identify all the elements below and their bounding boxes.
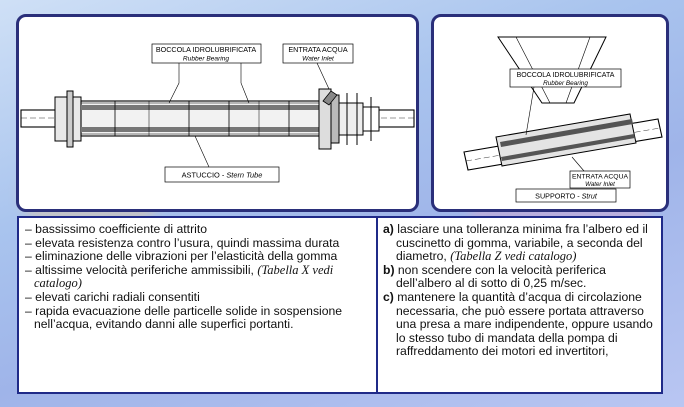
features-list (19, 218, 376, 332)
feature-item: – altissime velocità periferiche ammissibili, (Tabella X vedi catalogo) (25, 262, 334, 291)
feature-item: – bassissimo coefficiente di attrito (25, 222, 207, 236)
stern-tube-drawing (19, 17, 416, 209)
strut-diagram-panel (431, 14, 669, 212)
catalog-reference: (Tabella Z vedi catalogo) (450, 249, 577, 264)
strut-water-label: ENTRATA ACQUA (571, 173, 629, 181)
requirements-box (377, 216, 663, 394)
requirements-list (378, 218, 661, 359)
water-inlet-sublabel: Water Inlet (302, 55, 334, 63)
feature-item: – elevati carichi radiali consentiti (25, 289, 200, 304)
stern-tube-diagram-panel (16, 14, 419, 212)
feature-item: – elevata resistenza contro l’usura, quindi massima durata (25, 235, 340, 250)
catalog-reference: (Tabella X vedi catalogo) (34, 262, 334, 291)
strut-bearing-sublabel: Rubber Bearing (543, 80, 588, 87)
strut-bearing-label: BOCCOLA IDROLUBRIFICATA (516, 72, 615, 79)
feature-item: – eliminazione delle vibrazioni per l’elasticità della gomma (25, 249, 338, 264)
bearing-label: BOCCOLA IDROLUBRIFICATA (155, 45, 257, 54)
strut-label: SUPPORTO - Strut (535, 191, 597, 201)
strut-drawing (434, 17, 666, 209)
feature-item: – rapida evacuazione delle particelle solide in sospensione nell’acqua, evitando danni alle superfici portanti. (25, 303, 343, 332)
requirement-item: a) lasciare una tolleranza minima fra l’albero ed il cuscinetto di gomma, variabile, a seconda del diametro, (Tabella Z vedi catalogo) (383, 222, 648, 264)
water-inlet-label: ENTRATA ACQUA (288, 45, 348, 54)
bearing-sublabel: Rubber Bearing (182, 55, 230, 63)
strut-water-sublabel: Water Inlet (585, 181, 615, 188)
stern-tube-label: ASTUCCIO - Stern Tube (181, 170, 263, 180)
requirement-item: c) mantenere la quantità d’acqua di circolazione necessaria, che può essere portata attraverso una presa a mare indipendente, oppure usando lo stesso tubo di mandata della pompa di raffreddamento dei motori ed invertitori, (383, 289, 653, 359)
features-box (17, 216, 377, 394)
requirement-item: b) non scendere con la velocità periferica dell’albero al di sotto di 0,25 m/sec. (383, 262, 606, 291)
